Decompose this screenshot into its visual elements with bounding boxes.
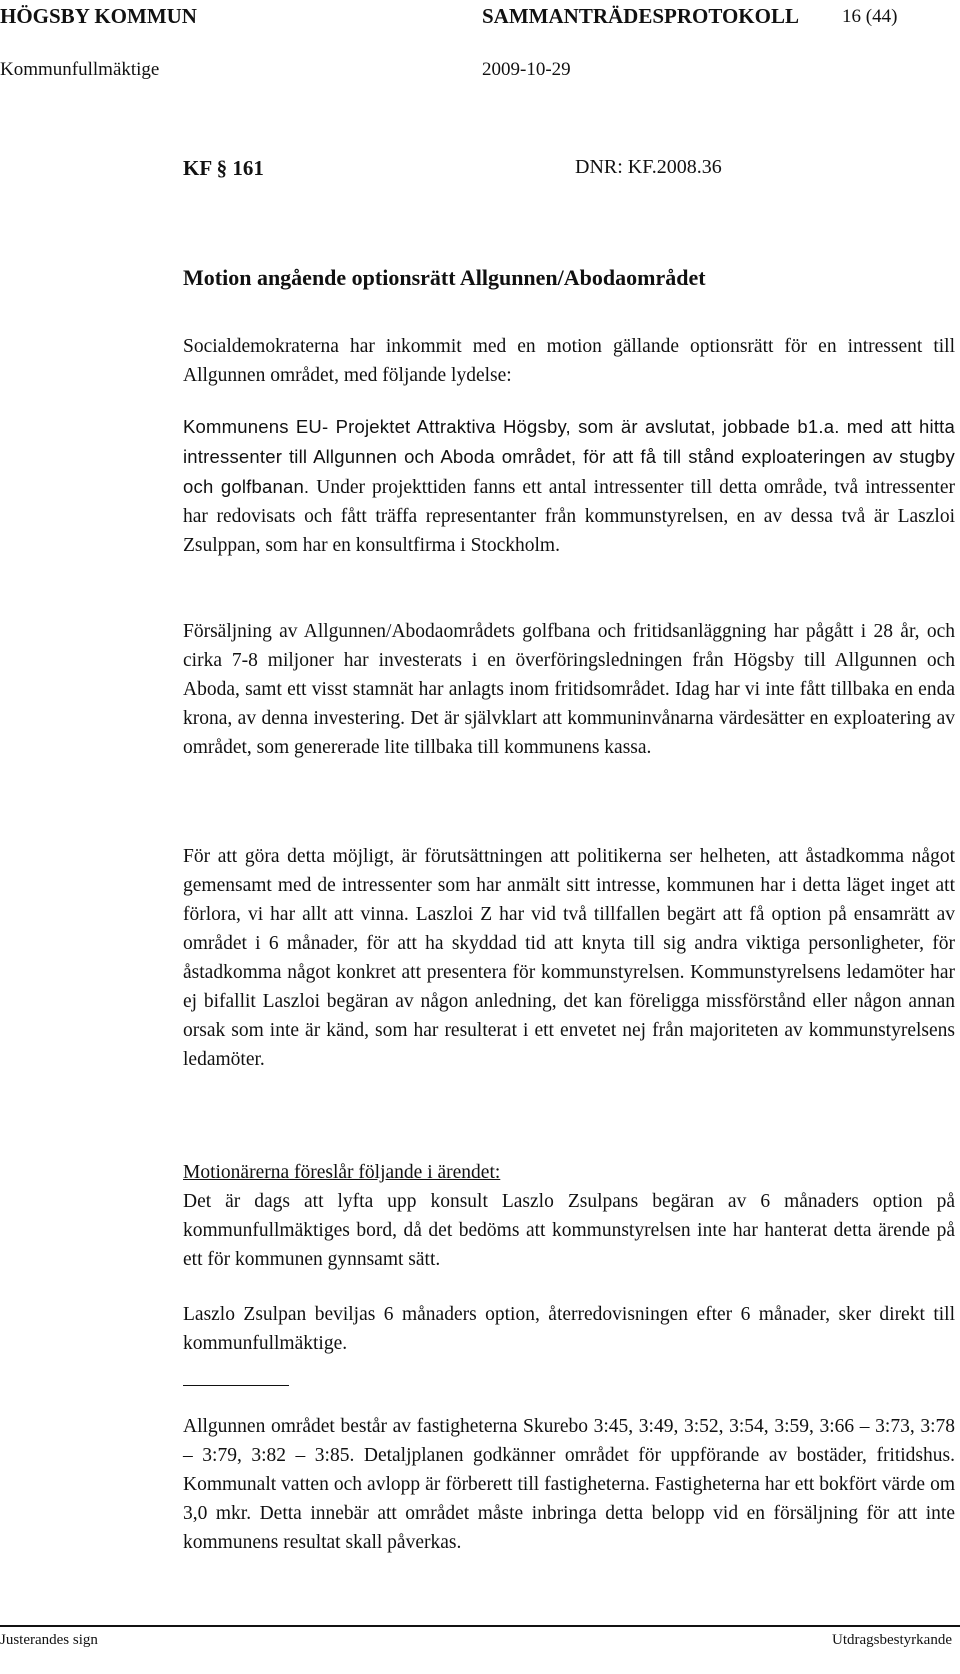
case-reference: DNR: KF.2008.36 xyxy=(575,156,722,178)
document-type: SAMMANTRÄDESPROTOKOLL xyxy=(482,4,799,28)
proposal-paragraph-1: Det är dags att lyfta upp konsult Laszlo Zsulpans begäran av 6 månaders option på kommunfullmäktiges bord, då det bedöms att kommunstyrelsen inte har hanterat detta ärende på ett för kommunen gynnsamt sätt. xyxy=(183,1191,955,1270)
quoted-motion-serif-part: Under projekttiden fanns ett antal intressenter till detta område, två intressenter har redovisats och fått träffa representanter från kommunstyrelsen, en av dessa två är Laszloi Zsulppan, som har en konsultfirma i Stockholm. xyxy=(183,477,955,556)
footer-signature-label: Justerandes sign xyxy=(0,1632,98,1648)
footer-rule xyxy=(0,1625,960,1627)
meeting-body: Kommunfullmäktige xyxy=(0,59,160,80)
proposal-paragraph-2: Laszlo Zsulpan beviljas 6 månaders option, återredovisningen efter 6 månader, sker direkt till kommunfullmäktige. xyxy=(183,1304,955,1354)
page-title: Motion angående optionsrätt Allgunnen/Abodaområdet xyxy=(183,265,706,290)
footnote-separator xyxy=(183,1385,289,1386)
page-number: 16 (44) xyxy=(842,6,898,27)
property-note-paragraph: Allgunnen området består av fastigheterna Skurebo 3:45, 3:49, 3:52, 3:54, 3:59, 3:66 – 3:73, 3:78 – 3:79, 3:82 – 3:85. Detaljplanen godkänner området för uppförande av bostäder, fritidshus. Kommunalt vatten och avlopp är förberett till fastigheterna. Fastigheterna har ett bokfört värde om 3,0 mkr. Detta innebär att området måste inbringa detta belopp vid en försäljning för att inte kommunens resultat skall påverkas. xyxy=(183,1416,955,1553)
case-number: KF § 161 xyxy=(183,156,264,180)
possibility-paragraph: För att göra detta möjligt, är förutsättningen att politikerna ser helheten, att åstadkomma något gemensamt med de intressenter som har anmält sitt intresse, kommunen har i detta läget inget att förlora, vi har allt att vinna. Laszloi Z har vid två tillfallen begärt att få option på ensamrätt av området i 6 månader, för att ha skyddad tid att knyta till sig andra viktiga personligheter, för åstadkomma något konkret att presentera för kommunstyrelsen. Kommunstyrelsens ledamöter har ej bifallit Laszloi begäran av någon anledning, det kan föreligga missförstånd eller någon annan orsak som inte är känd, som har resulterat i ett envetet nej från majoriteten av kommunstyrelsens ledamöter. xyxy=(183,846,955,1070)
quoted-motion-sans-part: Kommunens EU- Projektet Attraktiva Högsby, som är avslutat, jobbade b1.a. med att hitta intressenter till Allgunnen och Aboda området, för att få till stånd exploateringen av stugby och golfbanan. xyxy=(183,416,955,497)
proposal-heading: Motionärerna föreslår följande i ärendet: xyxy=(183,1162,501,1183)
quoted-motion-paragraph xyxy=(183,412,955,560)
meeting-date: 2009-10-29 xyxy=(482,59,571,80)
footer-certification-label: Utdragsbestyrkande xyxy=(832,1632,952,1648)
municipality-name: HÖGSBY KOMMUN xyxy=(0,4,197,28)
intro-paragraph: Socialdemokraterna har inkommit med en motion gällande optionsrätt för en intressent till Allgunnen området, med följande lydelse: xyxy=(183,336,955,386)
sales-paragraph: Försäljning av Allgunnen/Abodaområdets golfbana och fritidsanläggning har pågått i 28 år, och cirka 7-8 miljoner har investerats i en överföringsledningen från Högsby till Allgunnen och Aboda, samt ett visst stamnät har anlagts inom fritidsområdet. Idag har vi inte fått tillbaka en enda krona, av denna investering. Det är självklart att kommuninvånarna värdesätter en exploatering av området, som genererade lite tillbaka till kommunens kassa. xyxy=(183,621,955,758)
